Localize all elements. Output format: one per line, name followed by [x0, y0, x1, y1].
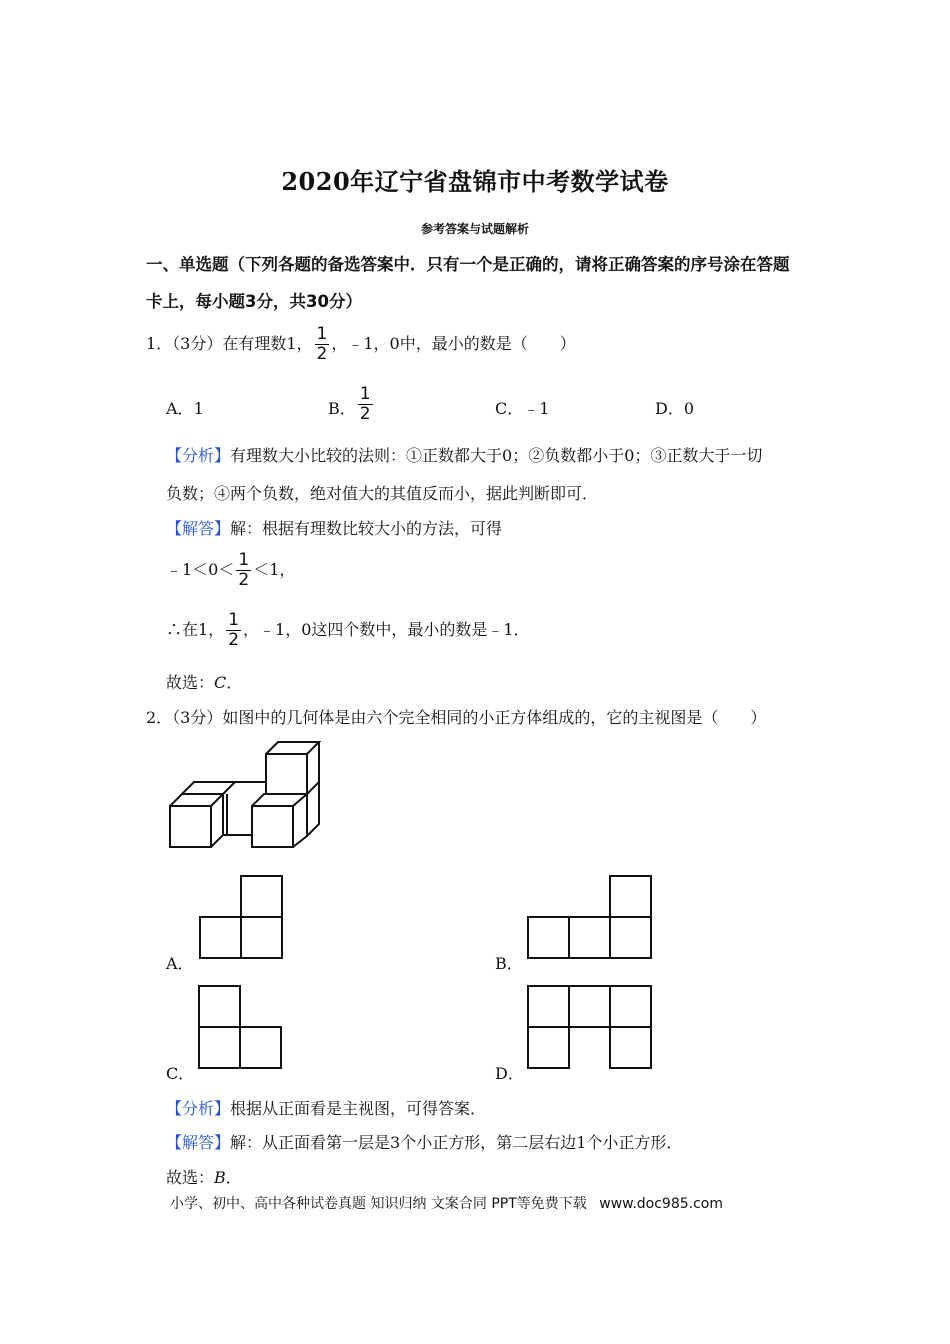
analysis-tag: 【分析】 [166, 1099, 231, 1118]
answer-tag: 【解答】 [166, 1133, 231, 1152]
q1-therefore: ∴在1， $\frac{1}{2}$ ，﹣1，0这四个数中，最小的数是﹣1． [166, 610, 530, 650]
q2-analysis-line1: 【分析】根据从正面看是主视图，可得答案． [166, 1099, 487, 1118]
q2-choice: 故选：B． [166, 1168, 242, 1187]
q1-option-b[interactable]: B． $\frac{1}{2}$ [328, 384, 371, 424]
q2-option-d[interactable]: D． [495, 1064, 524, 1083]
q1-option-c[interactable]: C．﹣1 [495, 399, 550, 418]
q1-stem-fraction: $\frac{1}{2}$ [316, 324, 328, 364]
q1-stem-post: ，﹣1，0中，最小的数是（ ） [331, 334, 576, 353]
section-heading-line1: 一、单选题（下列各题的备选答案中．只有一个是正确的，请将正确答案的序号涂在答题 [146, 255, 790, 274]
q1-answer-line1: 【解答】解：根据有理数比较大小的方法，可得 [166, 519, 503, 538]
q2-option-c-figure [198, 985, 282, 1069]
q2-option-b[interactable]: B． [495, 954, 523, 973]
q1-analysis-line1: 【分析】有理数大小比较的法则：①正数都大于0；②负数都小于0；③正数大于一切 [166, 446, 763, 465]
section-heading-line2: 卡上，每小题3分，共30分） [146, 292, 362, 311]
q1-stem [146, 326, 576, 363]
answer-tag: 【解答】 [166, 519, 231, 538]
q1-option-a[interactable]: A．1 [166, 399, 204, 418]
q2-option-c[interactable]: C． [166, 1064, 195, 1083]
q2-answer-line1: 【解答】解：从正面看第一层是3个小正方形，第二层右边1个小正方形． [166, 1133, 683, 1152]
q2-option-d-figure [527, 985, 652, 1069]
footer-link[interactable]: www.doc985.com [599, 1196, 723, 1212]
q2-option-b-figure [527, 875, 652, 959]
q1-option-d[interactable]: D．0 [655, 399, 695, 418]
q2-option-a[interactable]: A． [166, 954, 194, 973]
q1-inequality: ﹣1＜0＜ $\frac{1}{2}$ ＜1， [166, 550, 296, 590]
footer [170, 1193, 723, 1213]
q1-therefore-fraction: $\frac{1}{2}$ [228, 610, 240, 650]
q1-analysis-line2: 负数；④两个负数，绝对值大的其值反而小，据此判断即可． [166, 484, 599, 503]
footer-text: 小学、初中、高中各种试卷真题 知识归纳 文案合同 PPT等免费下载 [170, 1196, 587, 1212]
q1-option-b-fraction: $\frac{1}{2}$ [359, 384, 371, 424]
page-subtitle: 参考答案与试题解析 [420, 222, 529, 236]
q2-option-a-figure [199, 875, 283, 959]
q1-ineq-fraction: $\frac{1}{2}$ [238, 550, 250, 590]
q1-stem-pre: 1．（3分）在有理数1， [146, 334, 313, 353]
q1-choice: 故选：C． [166, 673, 243, 692]
q2-stem: 2．（3分）如图中的几何体是由六个完全相同的小正方体组成的，它的主视图是（ ） [146, 708, 767, 727]
page-title: 2020年辽宁省盘锦市中考数学试卷 [281, 167, 669, 196]
analysis-tag: 【分析】 [166, 446, 231, 465]
q2-cube-figure [160, 732, 330, 857]
